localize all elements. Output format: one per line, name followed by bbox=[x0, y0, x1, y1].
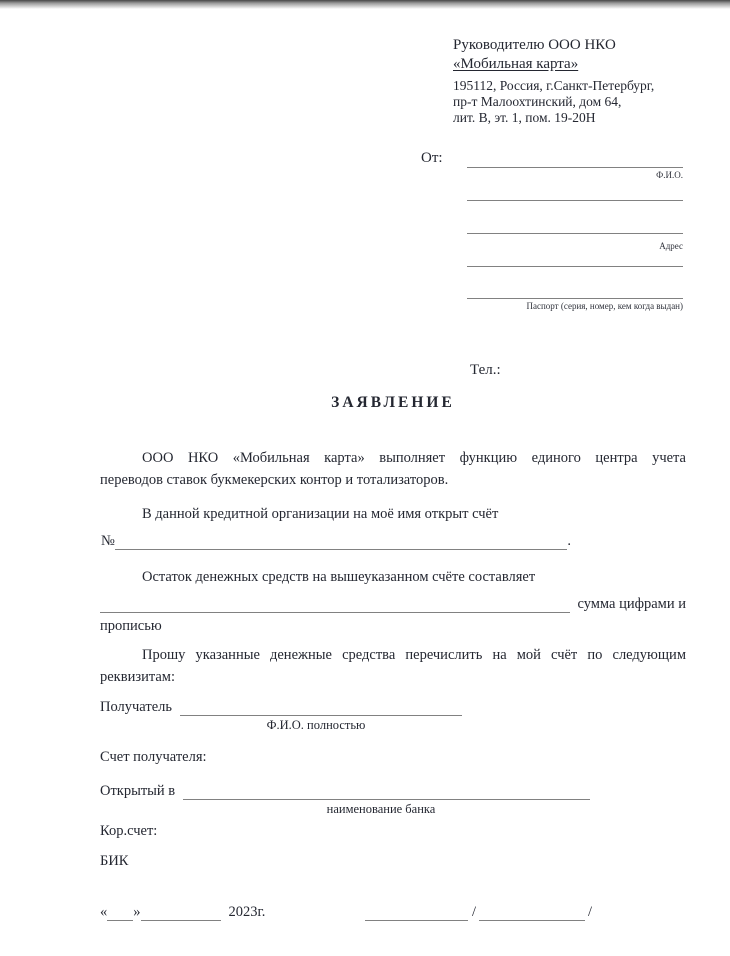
passport-hint-label: Паспорт (серия, номер, кем когда выдан) bbox=[526, 301, 683, 311]
recipient-to-line: Руководителю ООО НКО bbox=[453, 37, 616, 53]
address-blank-line bbox=[467, 233, 683, 234]
recipient-fio-hint: Ф.И.О. полностью bbox=[266, 718, 366, 732]
recipient-name-row bbox=[100, 697, 462, 716]
signature-row bbox=[365, 902, 592, 921]
bik-label: БИК bbox=[100, 853, 129, 869]
signature-name-blank-line bbox=[479, 902, 585, 921]
recipient-name-label: Получатель bbox=[100, 699, 172, 715]
page-top-shadow bbox=[0, 0, 730, 9]
recipient-name-blank-line bbox=[180, 697, 462, 716]
address-blank-line-2 bbox=[467, 266, 683, 267]
bank-name-hint: наименование банка bbox=[326, 802, 436, 816]
phone-label: Тел.: bbox=[470, 362, 501, 378]
opened-in-row bbox=[100, 781, 590, 800]
date-quote-close: » bbox=[133, 904, 141, 920]
account-number-blank-line bbox=[115, 531, 568, 550]
sum-hint-right: сумма цифрами и bbox=[577, 596, 686, 612]
from-label: От: bbox=[421, 150, 443, 166]
request-paragraph bbox=[100, 644, 686, 688]
fio-blank-line bbox=[467, 167, 683, 168]
recipient-address-line-2: пр-т Малоохтинский, дом 64, bbox=[453, 94, 622, 109]
recipient-address-line-3: лит. В, эт. 1, пом. 19-20Н bbox=[453, 110, 596, 125]
opened-in-label: Открытый в bbox=[100, 783, 176, 799]
document-title: ЗАЯВЛЕНИЕ bbox=[331, 394, 455, 411]
passport-blank-line bbox=[467, 298, 683, 299]
account-number-period: . bbox=[567, 533, 571, 549]
intro-paragraph bbox=[100, 447, 686, 491]
recipient-org-name: «Мобильная карта» bbox=[453, 56, 579, 72]
request-line-1: Прошу указанные денежные средства перечислить на мой счёт по следующим bbox=[142, 647, 686, 663]
recipient-block bbox=[453, 36, 685, 126]
recipient-account-label: Счет получателя: bbox=[100, 749, 207, 765]
intro-line-2: переводов ставок букмекерских контор и тотализаторов. bbox=[100, 472, 449, 488]
sum-blank-line bbox=[100, 594, 570, 613]
fio-hint-label: Ф.И.О. bbox=[656, 170, 683, 180]
account-number-sign: № bbox=[101, 533, 115, 549]
intro-line-1: ООО НКО «Мобильная карта» выполняет функцию единого центра учета bbox=[142, 450, 686, 466]
address-hint-label: Адрес bbox=[659, 241, 683, 251]
date-day-blank-line bbox=[107, 902, 133, 921]
sum-row bbox=[100, 594, 686, 613]
recipient-address-line-1: 195112, Россия, г.Санкт-Петербург, bbox=[453, 78, 655, 93]
sum-hint-left: прописью bbox=[100, 618, 162, 634]
signature-slash-2: / bbox=[588, 904, 593, 920]
balance-sentence: Остаток денежных средств на вышеуказанном счёте составляет bbox=[142, 569, 536, 585]
account-number-row bbox=[101, 531, 571, 550]
bank-name-blank-line bbox=[183, 781, 590, 800]
date-quote-open: « bbox=[100, 904, 108, 920]
date-year-label: 2023г. bbox=[228, 904, 266, 920]
date-month-blank-line bbox=[141, 902, 221, 921]
signature-blank-line bbox=[365, 902, 468, 921]
fio-blank-line-2 bbox=[467, 200, 683, 201]
corr-account-label: Кор.счет: bbox=[100, 823, 158, 839]
date-row bbox=[100, 902, 265, 921]
account-open-sentence: В данной кредитной организации на моё имя открыт счёт bbox=[142, 506, 499, 522]
signature-slash-1: / bbox=[472, 904, 477, 920]
request-line-2: реквизитам: bbox=[100, 669, 175, 685]
